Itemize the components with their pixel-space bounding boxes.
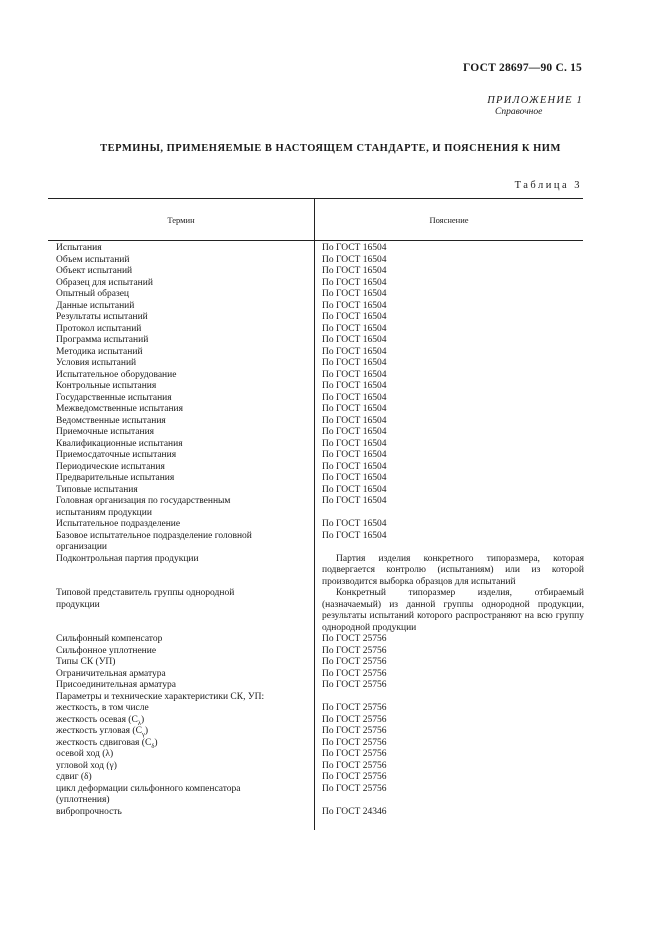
term-text: Протокол испытаний [56, 323, 142, 334]
term-text: Государственные испытания [56, 392, 172, 403]
explanation-text: По ГОСТ 16504 [322, 243, 387, 253]
explanation-text: По ГОСТ 25756 [322, 645, 387, 656]
term-text: Присоединительная арматура [56, 680, 176, 690]
term-text: Испытания [56, 243, 102, 253]
term-text: Данные испытаний [56, 300, 135, 311]
terms-table-body [0, 243, 661, 818]
appendix-label: ПРИЛОЖЕНИЕ 1 [487, 95, 583, 106]
table-number: Таблица 3 [514, 180, 582, 191]
term-text: Контрольные испытания [56, 381, 157, 391]
term-cell [0, 761, 314, 773]
term-text: Приемосдаточные испытания [56, 450, 177, 460]
explanation-text: По ГОСТ 16504 [322, 450, 387, 460]
explanation-text: По ГОСТ 16504 [322, 473, 387, 483]
table-row [0, 772, 661, 784]
explanation-cell [314, 324, 584, 336]
explanation-cell [314, 738, 584, 750]
explanation-cell [314, 427, 584, 439]
explanation-text: По ГОСТ 25756 [322, 714, 387, 725]
explanation-text: По ГОСТ 16504 [322, 358, 387, 368]
explanation-cell [314, 680, 584, 692]
term-cell [0, 485, 314, 497]
explanation-text: По ГОСТ 16504 [322, 312, 387, 322]
term-text: Головная организация по государственным [56, 496, 231, 506]
explanation-cell [314, 473, 584, 485]
term-text [56, 738, 314, 750]
explanation-text: По ГОСТ 16504 [322, 438, 387, 449]
explanation-cell [314, 703, 584, 715]
table-row [0, 381, 661, 393]
term-text: цикл деформации сильфонного компенсатора [56, 783, 241, 794]
term-text: Программа испытаний [56, 335, 149, 345]
explanation-cell [314, 289, 584, 301]
explanation-cell [314, 519, 584, 531]
explanation-cell [314, 807, 584, 819]
table-row [0, 404, 661, 416]
table-row [0, 439, 661, 451]
explanation-cell [314, 634, 584, 646]
term-cell [0, 554, 314, 589]
explanation-cell [314, 669, 584, 681]
explanation-cell [314, 255, 584, 267]
explanation-cell [314, 554, 584, 589]
explanation-text: По ГОСТ 16504 [322, 484, 387, 495]
term-text: Результаты испытаний [56, 312, 148, 322]
term-text: Типы СК (УП) [56, 657, 116, 667]
column-header-term: Термин [167, 215, 195, 225]
table-row [0, 761, 661, 773]
explanation-cell [314, 301, 584, 313]
explanation-text: Конкретный типоразмер изделия, отбираемый (назначаемый) из данной группы однородной продукции, результаты испытаний которого распространяют на всю группу однородной продукции [322, 588, 584, 633]
explanation-text: По ГОСТ 25756 [322, 760, 387, 771]
term-cell [0, 324, 314, 336]
section-title: ТЕРМИНЫ, ПРИМЕНЯЕМЫЕ В НАСТОЯЩЕМ СТАНДАРТЕ, И ПОЯСНЕНИЯ К НИМ [100, 143, 561, 154]
table-row [0, 749, 661, 761]
term-cell [0, 255, 314, 267]
table-row [0, 266, 661, 278]
explanation-cell [314, 496, 584, 519]
term-cell [0, 646, 314, 658]
term-text: Приемочные испытания [56, 427, 155, 437]
explanation-text: По ГОСТ 25756 [322, 703, 387, 713]
term-cell [0, 772, 314, 784]
term-text [56, 715, 314, 727]
term-text: вибропрочность [56, 806, 122, 817]
explanation-text: По ГОСТ 25756 [322, 749, 387, 759]
table-row [0, 588, 661, 634]
term-cell [0, 519, 314, 531]
term-cell [0, 393, 314, 405]
term-cell [0, 439, 314, 451]
table-row [0, 680, 661, 692]
explanation-text: По ГОСТ 16504 [322, 381, 387, 391]
table-row [0, 657, 661, 669]
table-row [0, 519, 661, 531]
term-cell [0, 784, 314, 807]
term-text: (уплотнения) [56, 795, 110, 805]
explanation-cell [314, 404, 584, 416]
term-text [56, 726, 314, 738]
table-row [0, 312, 661, 324]
term-text: Объект испытаний [56, 266, 133, 276]
explanation-text: По ГОСТ 16504 [322, 277, 387, 288]
term-text: Периодические испытания [56, 461, 165, 472]
explanation-text: По ГОСТ 16504 [322, 289, 387, 299]
term-cell [0, 404, 314, 416]
explanation-cell [314, 347, 584, 359]
term-text: Методика испытаний [56, 346, 143, 357]
table-row [0, 703, 661, 715]
term-cell [0, 496, 314, 519]
term-subscript: δ [151, 742, 155, 750]
table-row [0, 370, 661, 382]
term-text: Параметры и технические характеристики СК, УП: [56, 691, 265, 702]
explanation-text: По ГОСТ 25756 [322, 657, 387, 667]
term-cell [0, 416, 314, 428]
table-row [0, 473, 661, 485]
term-cell [0, 462, 314, 474]
table-top-rule [48, 198, 583, 199]
explanation-text: По ГОСТ 16504 [322, 530, 387, 541]
table-row [0, 416, 661, 428]
table-row [0, 278, 661, 290]
term-cell [0, 278, 314, 290]
term-subscript: γ [141, 730, 145, 738]
table-row [0, 335, 661, 347]
explanation-text: По ГОСТ 25756 [322, 680, 387, 690]
term-text-part: ) [144, 726, 148, 736]
term-cell [0, 266, 314, 278]
term-text: жесткость, в том числе [56, 703, 149, 713]
term-cell [0, 450, 314, 462]
term-cell [0, 531, 314, 554]
explanation-text: По ГОСТ 25756 [322, 634, 387, 644]
explanation-cell [314, 358, 584, 370]
explanation-cell [314, 335, 584, 347]
explanation-text: По ГОСТ 16504 [322, 392, 387, 403]
explanation-text: По ГОСТ 16504 [322, 519, 387, 529]
table-row [0, 646, 661, 658]
term-text: угловой ход (γ) [56, 760, 117, 771]
table-row [0, 289, 661, 301]
explanation-text: По ГОСТ 16504 [322, 404, 387, 414]
term-cell [0, 669, 314, 681]
term-cell [0, 692, 314, 704]
term-text: Квалификационные испытания [56, 438, 183, 449]
term-text: Типовые испытания [56, 484, 138, 495]
explanation-text: По ГОСТ 16504 [322, 266, 387, 276]
table-row [0, 726, 661, 738]
term-cell [0, 588, 314, 634]
term-text: Образец для испытаний [56, 277, 153, 288]
table-row [0, 531, 661, 554]
explanation-text: По ГОСТ 16504 [322, 415, 387, 426]
table-row [0, 358, 661, 370]
term-cell [0, 358, 314, 370]
term-cell [0, 243, 314, 255]
term-cell [0, 427, 314, 439]
term-text-part: ) [140, 714, 145, 725]
term-cell [0, 289, 314, 301]
term-cell [0, 381, 314, 393]
explanation-text: По ГОСТ 25756 [322, 772, 387, 782]
term-text: Ограничительная арматура [56, 668, 166, 679]
explanation-cell [314, 692, 584, 704]
explanation-text: По ГОСТ 16504 [322, 369, 387, 380]
explanation-cell [314, 370, 584, 382]
explanation-text: По ГОСТ 16504 [322, 300, 387, 311]
term-cell [0, 335, 314, 347]
explanation-text: По ГОСТ 16504 [322, 427, 387, 437]
term-text: Предварительные испытания [56, 473, 175, 483]
explanation-cell [314, 266, 584, 278]
term-cell [0, 680, 314, 692]
table-row [0, 427, 661, 439]
appendix-status: Справочное [495, 107, 543, 117]
table-row [0, 738, 661, 750]
table-row [0, 255, 661, 267]
table-row [0, 450, 661, 462]
term-text: Ведомственные испытания [56, 415, 166, 426]
explanation-cell [314, 278, 584, 290]
table-row [0, 462, 661, 474]
term-text: Межведомственные испытания [56, 404, 183, 414]
term-text: Условия испытаний [56, 358, 137, 368]
term-cell [0, 634, 314, 646]
term-text: Базовое испытательное подразделение головной [56, 530, 252, 541]
explanation-cell [314, 588, 584, 634]
explanation-cell [314, 450, 584, 462]
term-text: Сильфонное уплотнение [56, 645, 157, 656]
table-row [0, 485, 661, 497]
table-header-rule [48, 240, 583, 241]
table-row [0, 554, 661, 589]
term-cell [0, 370, 314, 382]
explanation-cell [314, 393, 584, 405]
explanation-text: По ГОСТ 25756 [322, 737, 387, 748]
explanation-cell [314, 312, 584, 324]
term-cell [0, 715, 314, 727]
standard-code-header: ГОСТ 28697—90 С. 15 [463, 62, 582, 74]
term-text: Типовой представитель группы однородной [56, 588, 235, 598]
table-row [0, 347, 661, 359]
term-cell [0, 726, 314, 738]
term-text: Испытательное подразделение [56, 519, 181, 529]
explanation-cell [314, 381, 584, 393]
term-cell [0, 301, 314, 313]
explanation-cell [314, 657, 584, 669]
term-text: сдвиг (δ) [56, 772, 92, 782]
table-row [0, 301, 661, 313]
explanation-cell [314, 485, 584, 497]
term-cell [0, 749, 314, 761]
table-row [0, 669, 661, 681]
table-row [0, 393, 661, 405]
table-row [0, 807, 661, 819]
explanation-text: По ГОСТ 25756 [322, 783, 387, 794]
term-text: продукции [56, 599, 100, 610]
explanation-cell [314, 439, 584, 451]
explanation-cell [314, 749, 584, 761]
explanation-cell [314, 416, 584, 428]
term-text-part: жесткость осевая (C [56, 714, 138, 725]
table-row [0, 692, 661, 704]
explanation-text: Партия изделия конкретного типоразмера, которая подвергается контролю (испытаниям) или из которой производится выборка образцов для испытаний [322, 553, 584, 587]
term-subscript: λ [137, 719, 141, 727]
explanation-text: По ГОСТ 16504 [322, 254, 387, 265]
explanation-cell [314, 243, 584, 255]
term-text: испытаниям продукции [56, 507, 152, 518]
explanation-text: По ГОСТ 16504 [322, 335, 387, 345]
term-cell [0, 347, 314, 359]
term-text-part: жесткость угловая (C [56, 726, 142, 736]
term-text-part: ) [154, 737, 158, 748]
table-row [0, 324, 661, 336]
term-text-part: жесткость сдвиговая (C [56, 737, 152, 748]
explanation-cell [314, 531, 584, 554]
term-text: Подконтрольная партия продукции [56, 553, 199, 564]
term-text: Сильфонный компенсатор [56, 634, 163, 644]
explanation-cell [314, 726, 584, 738]
explanation-cell [314, 761, 584, 773]
term-text: осевой ход (λ) [56, 749, 114, 759]
term-cell [0, 807, 314, 819]
explanation-text: По ГОСТ 25756 [322, 668, 387, 679]
term-cell [0, 473, 314, 485]
explanation-text: По ГОСТ 16504 [322, 346, 387, 357]
term-text: Объем испытаний [56, 254, 130, 265]
explanation-cell [314, 462, 584, 474]
table-row [0, 715, 661, 727]
term-text: Опытный образец [56, 289, 130, 299]
explanation-text: По ГОСТ 16504 [322, 496, 387, 506]
table-row [0, 496, 661, 519]
term-cell [0, 703, 314, 715]
explanation-cell [314, 772, 584, 784]
term-text: Испытательное оборудование [56, 369, 177, 380]
table-row [0, 243, 661, 255]
term-cell [0, 657, 314, 669]
explanation-text: По ГОСТ 16504 [322, 323, 387, 334]
term-cell [0, 738, 314, 750]
table-row [0, 784, 661, 807]
term-text: организации [56, 542, 108, 552]
table-row [0, 634, 661, 646]
explanation-text: По ГОСТ 24346 [322, 806, 387, 817]
column-header-explanation: Пояснение [429, 215, 469, 225]
explanation-cell [314, 646, 584, 658]
explanation-cell [314, 784, 584, 807]
explanation-text: По ГОСТ 16504 [322, 461, 387, 472]
explanation-cell [314, 715, 584, 727]
term-cell [0, 312, 314, 324]
explanation-text: По ГОСТ 25756 [322, 726, 387, 736]
